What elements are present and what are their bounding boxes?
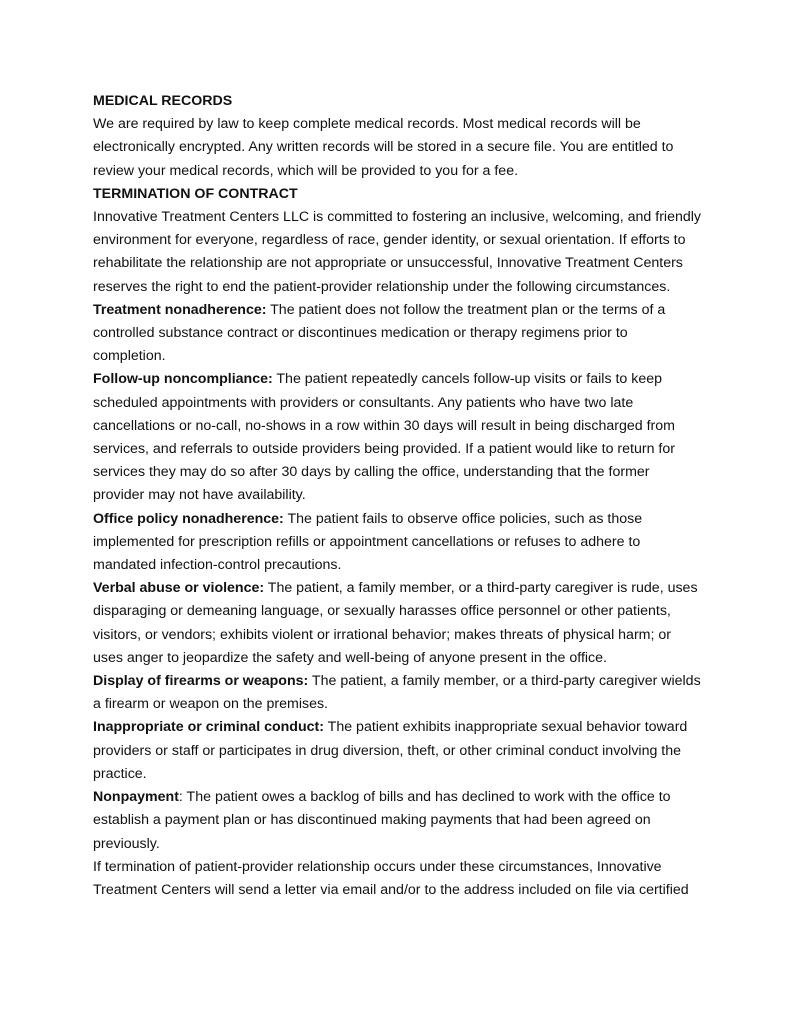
medical-records-heading: MEDICAL RECORDS bbox=[93, 93, 233, 109]
circumstance-term: Office policy nonadherence: bbox=[93, 510, 284, 527]
termination-heading: TERMINATION OF CONTRACT bbox=[93, 185, 298, 202]
circumstance-term: Follow-up noncompliance: bbox=[93, 371, 273, 388]
circumstance-term: Verbal abuse or violence: bbox=[93, 580, 265, 597]
circumstance-term: Treatment nonadherence: bbox=[93, 301, 267, 318]
circumstance-term: Inappropriate or criminal conduct: bbox=[93, 719, 324, 736]
circumstance-item bbox=[93, 508, 703, 578]
circumstance-term: Display of firearms or weapons: bbox=[93, 673, 309, 690]
circumstance-item bbox=[93, 670, 703, 716]
circumstance-item bbox=[93, 299, 703, 369]
circumstance-text: The patient exhibits inappropriate sexual behavior toward providers or staff or participates in drug diversion, theft, or other criminal conduct involving the practice. bbox=[93, 719, 688, 782]
circumstance-text: The patient repeatedly cancels follow-up visits or fails to keep scheduled appointments with providers or consultants. Any patients who have two late cancellations or no-call, no-shows in a row within 30 days will result in being discharged from services, and referrals to outside providers being provided. If a patient would like to return for services they may do so after 30 days by calling the office, understanding that the former provider may not have availability. bbox=[93, 371, 675, 504]
termination-intro-paragraph: Innovative Treatment Centers LLC is committed to fostering an inclusive, welcoming, and friendly environment for everyone, regardless of race, gender identity, or sexual orientation. If efforts to rehabilitate the relationship are not appropriate or unsuccessful, Innovative Treatment Centers reserves the right to end the patient-provider relationship under the following circumstances. bbox=[93, 209, 701, 295]
medical-records-paragraph: We are required by law to keep complete medical records. Most medical records will be electronically encrypted. Any written records will be stored in a secure file. You are entitled to review your medical records, which will be provided to you for a fee. bbox=[93, 116, 674, 179]
closing-paragraph: If termination of patient-provider relationship occurs under these circumstances, Innovative Treatment Centers will send a letter via email and/or to the address included on file via certified bbox=[93, 858, 689, 898]
circumstance-term: Nonpayment bbox=[93, 789, 179, 806]
circumstance-item bbox=[93, 368, 703, 507]
circumstance-text: The patient does not follow the treatment plan or the terms of a controlled substance contract or discontinues medication or therapy regimens prior to completion. bbox=[93, 301, 666, 365]
circumstance-text: The patient fails to observe office policies, such as those implemented for prescription refills or appointment cancellations or refuses to adhere to mandated infection-control precautions. bbox=[93, 510, 643, 574]
circumstance-item bbox=[93, 786, 703, 856]
circumstance-item bbox=[93, 577, 703, 670]
circumstance-text: The patient, a family member, or a third-party caregiver is rude, uses disparaging or demeaning language, or sexually harasses office personnel or other patients, visitors, or vendors; exhibits violent or irrational behavior; makes threats of physical harm; or uses anger to jeopardize the safety and well-being of anyone present in the office. bbox=[93, 580, 698, 666]
document-content bbox=[93, 90, 703, 902]
circumstance-text: The patient, a family member, or a third-party caregiver wields a firearm or weapon on the premises. bbox=[93, 673, 701, 713]
circumstance-item bbox=[93, 716, 703, 786]
circumstance-text: : The patient owes a backlog of bills and has declined to work with the office to establish a payment plan or has discontinued making payments that had been agreed on previously. bbox=[93, 789, 671, 852]
